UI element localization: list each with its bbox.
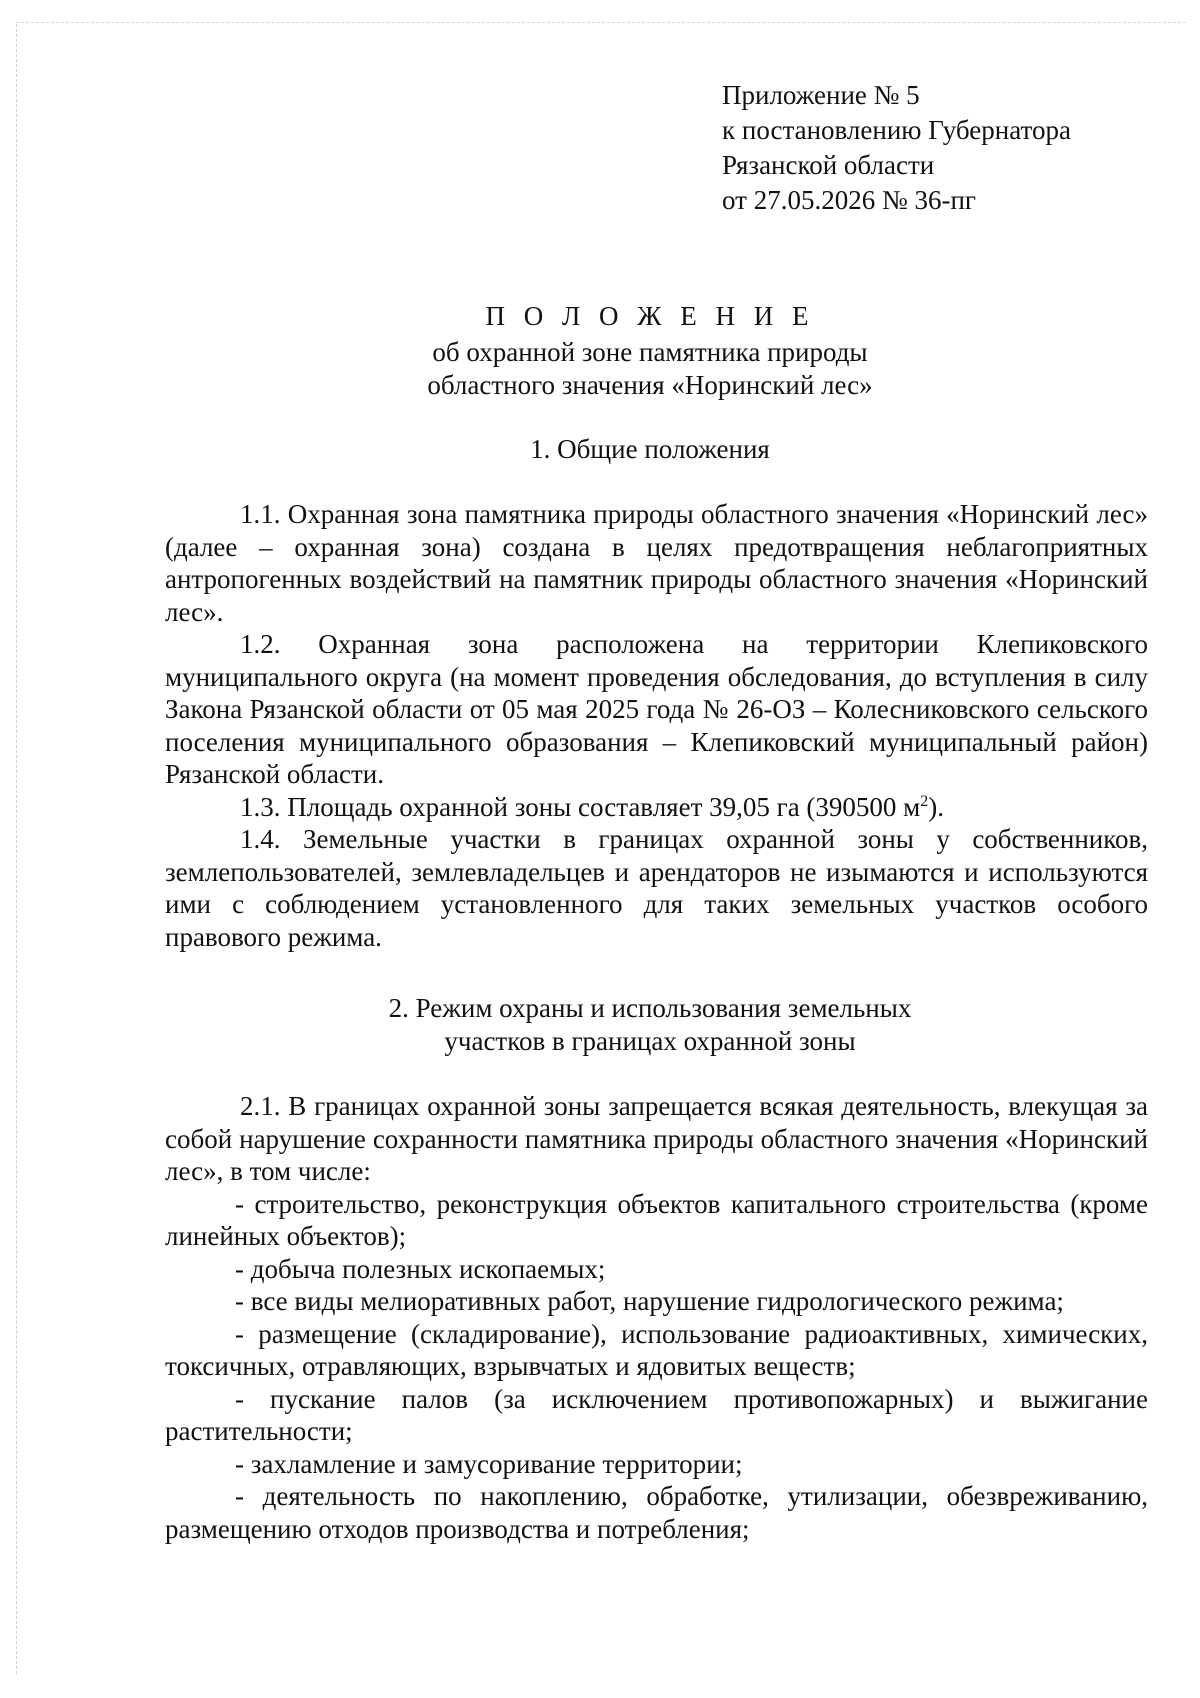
section-1-body <box>165 498 1148 953</box>
paragraph-1-1: 1.1. Охранная зона памятника природы областного значения «Норинский лес» (далее – охранная зона) создана в целях предотвращения неблагоприятных антропогенных воздействий на памятник природы областного значения «Норинский лес». <box>165 499 1148 627</box>
section-2-heading <box>150 992 1150 1058</box>
list-item: - строительство, реконструкция объектов капитального строительства (кроме линейных объектов); <box>165 1188 1148 1251</box>
annex-line-1: Приложение № 5 <box>722 80 920 110</box>
list-item: - все виды мелиоративных работ, нарушение гидрологического режима; <box>235 1286 1064 1316</box>
section-1-heading: 1. Общие положения <box>530 434 770 464</box>
document-title <box>150 300 1150 333</box>
list-item: - захламление и замусоривание территории; <box>235 1448 743 1479</box>
scan-edge-top <box>16 22 1186 24</box>
annex-line-4: от 27.05.2026 № 36-пг <box>722 185 976 215</box>
subtitle-line-2: областного значения «Норинский лес» <box>427 370 873 400</box>
scan-edge-left <box>16 24 18 1674</box>
document-subtitle <box>150 336 1150 402</box>
section-2-heading-line-1: 2. Режим охраны и использования земельных <box>388 993 912 1023</box>
section-2-heading-line-2: участков в границах охранной зоны <box>444 1026 856 1056</box>
paragraph-1-3-end: ). <box>928 791 945 822</box>
title-main: П О Л О Ж Е Н И Е <box>485 301 815 331</box>
annex-line-3: Рязанской области <box>722 150 935 180</box>
list-item: - пускание палов (за исключением противопожарных) и выжигание растительности; <box>165 1383 1148 1446</box>
section-2-body <box>165 1090 1148 1545</box>
paragraph-1-3-text: 1.3. Площадь охранной зоны составляет 39,05 га (390500 м <box>240 791 921 822</box>
paragraph-1-4: 1.4. Земельные участки в границах охранной зоны у собственников, землепользователей, землевладельцев и арендаторов не изымаются и используются ими с соблюдением установленного для таких земельных участков особого правового режима. <box>165 824 1148 952</box>
subtitle-line-1: об охранной зоне памятника природы <box>432 337 868 367</box>
paragraph-1-2: 1.2. Охранная зона расположена на территории Клепиковского муниципального округа (на момент проведения обследования, до вступления в силу Закона Рязанской области от 05 мая 2025 года № 26-ОЗ – Колесниковского сельского поселения муниципального образования – Клепиковский муниципальный район) Рязанской области. <box>165 629 1148 789</box>
annex-line-2: к постановлению Губернатора <box>722 115 1071 145</box>
list-item: - деятельность по накоплению, обработке, утилизации, обезвреживанию, размещению отходов производства и потребления; <box>165 1481 1148 1544</box>
square-meter-superscript: 2 <box>920 792 929 810</box>
paragraph-2-1: 2.1. В границах охранной зоны запрещается всякая деятельность, влекущая за собой нарушение сохранности памятника природы областного значения «Норинский лес», в том числе: <box>165 1091 1148 1186</box>
list-item: - размещение (складирование), использование радиоактивных, химических, токсичных, отравляющих, взрывчатых и ядовитых веществ; <box>165 1318 1148 1381</box>
paragraph-1-3 <box>165 791 1148 824</box>
list-item: - добыча полезных ископаемых; <box>235 1253 606 1284</box>
annex-block <box>722 78 1071 218</box>
